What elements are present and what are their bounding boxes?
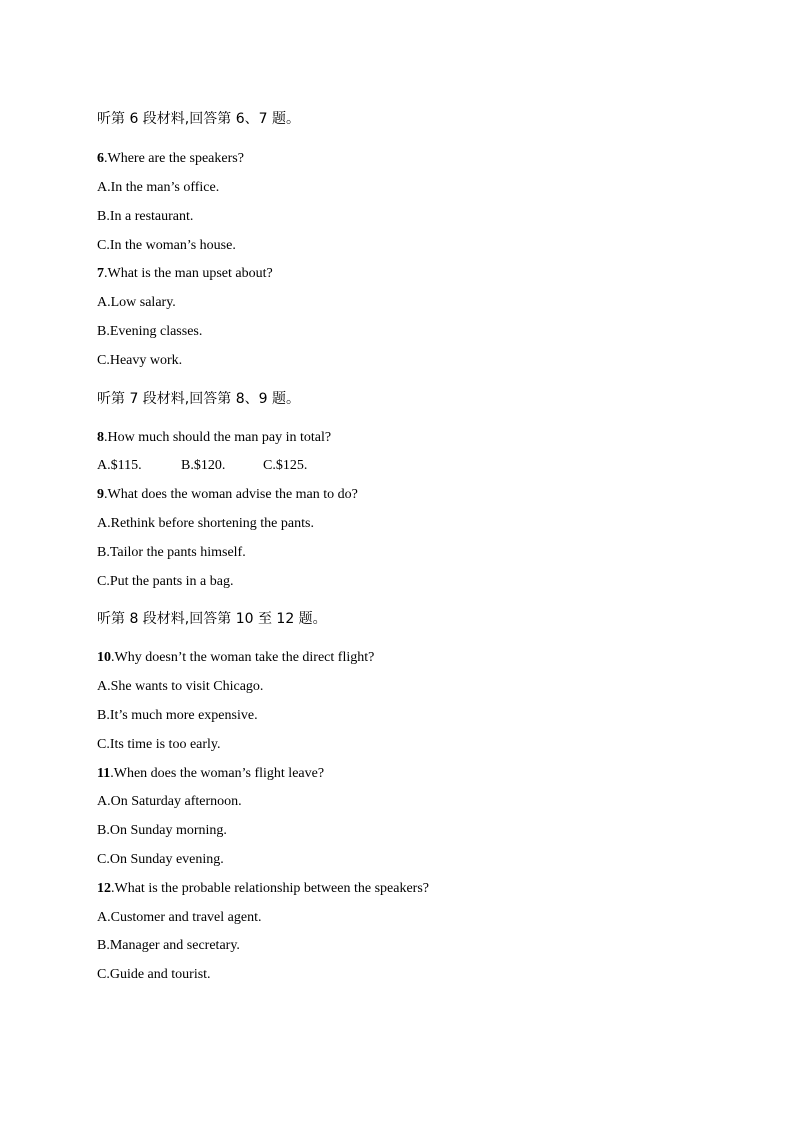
option-a: A.In the man’s office. xyxy=(97,180,220,195)
section-heading: 听第 8 段材料,回答第 10 至 12 题。 xyxy=(97,611,327,627)
option-b: B.$120. xyxy=(181,458,226,473)
question-10 xyxy=(97,649,374,667)
question-11 xyxy=(97,765,324,783)
document-page xyxy=(97,0,737,1123)
option-b: B.It’s much more expensive. xyxy=(97,708,258,723)
question-text: .What is the probable relationship between the speakers? xyxy=(111,881,429,896)
option-c: C.Its time is too early. xyxy=(97,737,221,752)
question-8 xyxy=(97,429,331,447)
option-c: C.Heavy work. xyxy=(97,353,183,368)
option-a: A.She wants to visit Chicago. xyxy=(97,679,264,694)
question-text: .What does the woman advise the man to do? xyxy=(104,487,358,502)
question-9 xyxy=(97,486,358,504)
option-c: C.Guide and tourist. xyxy=(97,967,211,982)
question-number: 7 xyxy=(97,266,104,281)
option-a: A.Rethink before shortening the pants. xyxy=(97,516,314,531)
question-7 xyxy=(97,265,273,283)
option-b: B.Evening classes. xyxy=(97,324,203,339)
option-c: C.$125. xyxy=(263,458,308,473)
question-number: 11 xyxy=(97,766,111,781)
option-a: A.$115. xyxy=(97,458,142,473)
question-text: .How much should the man pay in total? xyxy=(104,430,332,445)
question-number: 9 xyxy=(97,487,104,502)
option-c: C.In the woman’s house. xyxy=(97,238,236,253)
option-b: B.Tailor the pants himself. xyxy=(97,545,246,560)
option-c: C.On Sunday evening. xyxy=(97,852,224,867)
option-a: A.Low salary. xyxy=(97,295,176,310)
option-b: B.Manager and secretary. xyxy=(97,938,240,953)
question-text: .What is the man upset about? xyxy=(104,266,273,281)
question-number: 8 xyxy=(97,430,104,445)
option-c: C.Put the pants in a bag. xyxy=(97,574,234,589)
option-a: A.On Saturday afternoon. xyxy=(97,794,242,809)
question-number: 6 xyxy=(97,151,104,166)
question-12 xyxy=(97,880,429,898)
question-text: .Why doesn’t the woman take the direct flight? xyxy=(111,650,375,665)
option-a: A.Customer and travel agent. xyxy=(97,910,262,925)
question-number: 10 xyxy=(97,650,111,665)
question-6 xyxy=(97,150,244,168)
section-heading: 听第 6 段材料,回答第 6、7 题。 xyxy=(97,111,300,127)
option-b: B.On Sunday morning. xyxy=(97,823,227,838)
options-inline-row xyxy=(97,457,307,475)
option-b: B.In a restaurant. xyxy=(97,209,194,224)
section-heading: 听第 7 段材料,回答第 8、9 题。 xyxy=(97,391,300,407)
question-text: .When does the woman’s flight leave? xyxy=(110,766,325,781)
question-number: 12 xyxy=(97,881,111,896)
question-text: .Where are the speakers? xyxy=(104,151,244,166)
